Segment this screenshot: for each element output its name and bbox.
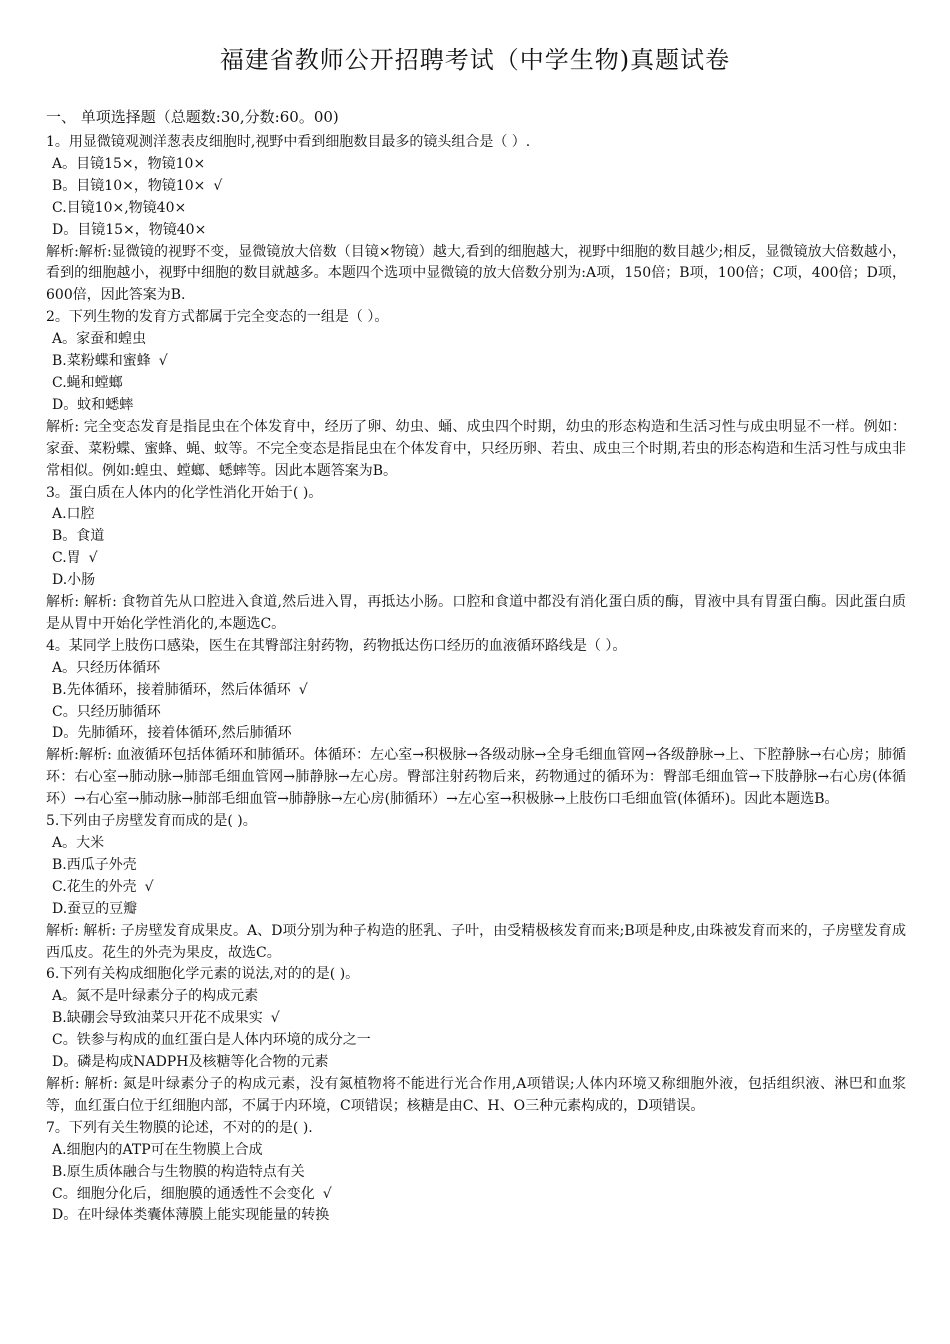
explanation: 解析: 解析: 食物首先从口腔进入食道,然后进入胃，再抵达小肠。口腔和食道中都没有消化蛋白质的酶，胃液中具有胃蛋白酶。因此蛋白质是从胃中开始化学性消化的,本题选C。 xyxy=(46,594,906,632)
question-block xyxy=(46,483,906,636)
option-a: A.细胞内的ATP可在生物膜上合成 xyxy=(52,1141,263,1158)
option-d: D.小肠 xyxy=(52,572,96,589)
correct-mark: √ xyxy=(322,1185,332,1202)
question-stem: 5.下列由子房壁发育而成的是( )。 xyxy=(46,813,257,830)
explanation: 解析:解析:显微镜的视野不变，显微镜放大倍数（目镜×物镜）越大,看到的细胞越大，视野中细胞的数目越少;相反，显微镜放大倍数越小，看到的细胞越小，视野中细胞的数目就越多。本题四个选项中显微镜的放大倍数分别为:A项，150倍；B项，100倍；C项，400倍；D项，600倍，因此答案为B. xyxy=(46,243,906,304)
option-d: D。目镜15×，物镜40× xyxy=(52,221,207,238)
question-block xyxy=(46,811,906,964)
explanation: 解析:解析: 血液循环包括体循环和肺循环。体循环：左心室→积极脉→各级动脉→全身毛细血管网→各级静脉→上、下腔静脉→右心房；肺循环：右心室→肺动脉→肺部毛细血管网→肺静脉→左心房。臀部注射药物后来，药物通过的循环为：臀部毛细血管→下肢静脉→右心房(体循环）→右心室→肺动脉→肺部毛细血管→肺静脉→左心房(肺循环）→左心室→积极脉→上肢伤口毛细血管(体循环)。因此本题选B。 xyxy=(46,747,906,808)
option-b: B.菜粉蝶和蜜蜂 √ xyxy=(52,353,168,370)
correct-mark: √ xyxy=(298,681,308,698)
question-stem: 7。下列有关生物膜的论述，不对的的是( ). xyxy=(46,1119,313,1136)
option-c: C.花生的外壳 √ xyxy=(52,878,154,895)
explanation: 解析: 完全变态发育是指昆虫在个体发育中，经历了卵、幼虫、蛹、成虫四个时期，幼虫的形态构造和生活习性与成虫明显不一样。例如：家蚕、菜粉蝶、蜜蜂、蝇、蚊等。不完全变态是指昆虫在个体发育中，只经历卵、若虫、成虫三个时期,若虫的形态构造和生活习性与成虫非常相似。例如:蝗虫、螳螂、蟋蟀等。因此本题答案为B。 xyxy=(46,418,906,479)
question-stem: 3。蛋白质在人体内的化学性消化开始于( )。 xyxy=(46,484,323,501)
section-heading: 一、 单项选择题（总题数:30,分数:60。00) xyxy=(46,108,339,126)
option-d: D。磷是构成NADPH及核糖等化合物的元素 xyxy=(52,1054,329,1071)
option-a: A。只经历体循环 xyxy=(52,659,161,676)
question-list xyxy=(46,132,906,1227)
option-a: A。大米 xyxy=(52,835,105,851)
explanation: 解析: 解析: 子房壁发育成果皮。A、D项分别为种子构造的胚乳、子叶，由受精极核发育而来;B项是种皮,由珠被发育而来的，子房壁发育成西瓜皮。花生的外壳为果皮，故选C。 xyxy=(46,922,906,961)
option-a: A。家蚕和蝗虫 xyxy=(52,331,147,348)
option-d: D。蚊和蟋蟀 xyxy=(52,396,134,413)
question-block xyxy=(46,636,906,811)
explanation: 解析: 解析: 氮是叶绿素分子的构成元素，没有氮植物将不能进行光合作用,A项错误;人体内环境又称细胞外液，包括组织液、淋巴和血浆等，血红蛋白位于红细胞内部，不属于内环境，C项错误；核糖是由C、H、O三种元素构成的，D项错误。 xyxy=(46,1075,906,1114)
correct-mark: √ xyxy=(158,353,168,370)
option-b: B。食道 xyxy=(52,528,105,545)
question-block xyxy=(46,1118,906,1228)
option-c: C。只经历肺循环 xyxy=(52,703,161,720)
question-block xyxy=(46,307,906,482)
option-b: B。目镜10×，物镜10× √ xyxy=(52,177,223,194)
option-a: A。氮不是叶绿素分子的构成元素 xyxy=(52,988,259,1005)
correct-mark: √ xyxy=(144,878,154,895)
option-b: B.原生质体融合与生物膜的构造特点有关 xyxy=(52,1163,305,1180)
option-d: D。先肺循环，接着体循环,然后肺循环 xyxy=(52,725,292,742)
option-c: C.目镜10×,物镜40× xyxy=(52,199,187,216)
correct-mark: √ xyxy=(270,1010,280,1027)
question-stem: 4。某同学上肢伤口感染，医生在其臀部注射药物，药物抵达伤口经历的血液循环路线是（ ）。 xyxy=(46,637,627,654)
option-a: A.口腔 xyxy=(52,506,95,523)
option-b: B.西瓜子外壳 xyxy=(52,856,137,873)
option-c: C。细胞分化后，细胞膜的通透性不会变化 √ xyxy=(52,1185,332,1202)
option-c: C.胃 √ xyxy=(52,550,98,567)
option-a: A。目镜15×，物镜10× xyxy=(52,155,206,172)
correct-mark: √ xyxy=(88,550,98,567)
question-stem: 1。用显微镜观测洋葱表皮细胞时,视野中看到细胞数目最多的镜头组合是（ ）. xyxy=(46,134,531,150)
question-block xyxy=(46,132,906,307)
option-c: C。铁参与构成的血红蛋白是人体内环境的成分之一 xyxy=(52,1032,371,1049)
option-d: D。在叶绿体类囊体薄膜上能实现能量的转换 xyxy=(52,1207,330,1224)
option-b: B.先体循环，接着肺循环，然后体循环 √ xyxy=(52,681,308,698)
option-d: D.蚕豆的豆瓣 xyxy=(52,900,138,917)
option-b: B.缺硼会导致油菜只开花不成果实 √ xyxy=(52,1010,280,1027)
document-title: 福建省教师公开招聘考试（中学生物)真题试卷 xyxy=(219,46,731,74)
correct-mark: √ xyxy=(213,177,223,194)
question-stem: 2。下列生物的发育方式都属于完全变态的一组是（ ）。 xyxy=(46,309,389,326)
option-c: C.蝇和螳螂 xyxy=(52,374,123,391)
question-block xyxy=(46,964,906,1117)
question-stem: 6.下列有关构成细胞化学元素的说法,对的的是( )。 xyxy=(46,966,360,983)
